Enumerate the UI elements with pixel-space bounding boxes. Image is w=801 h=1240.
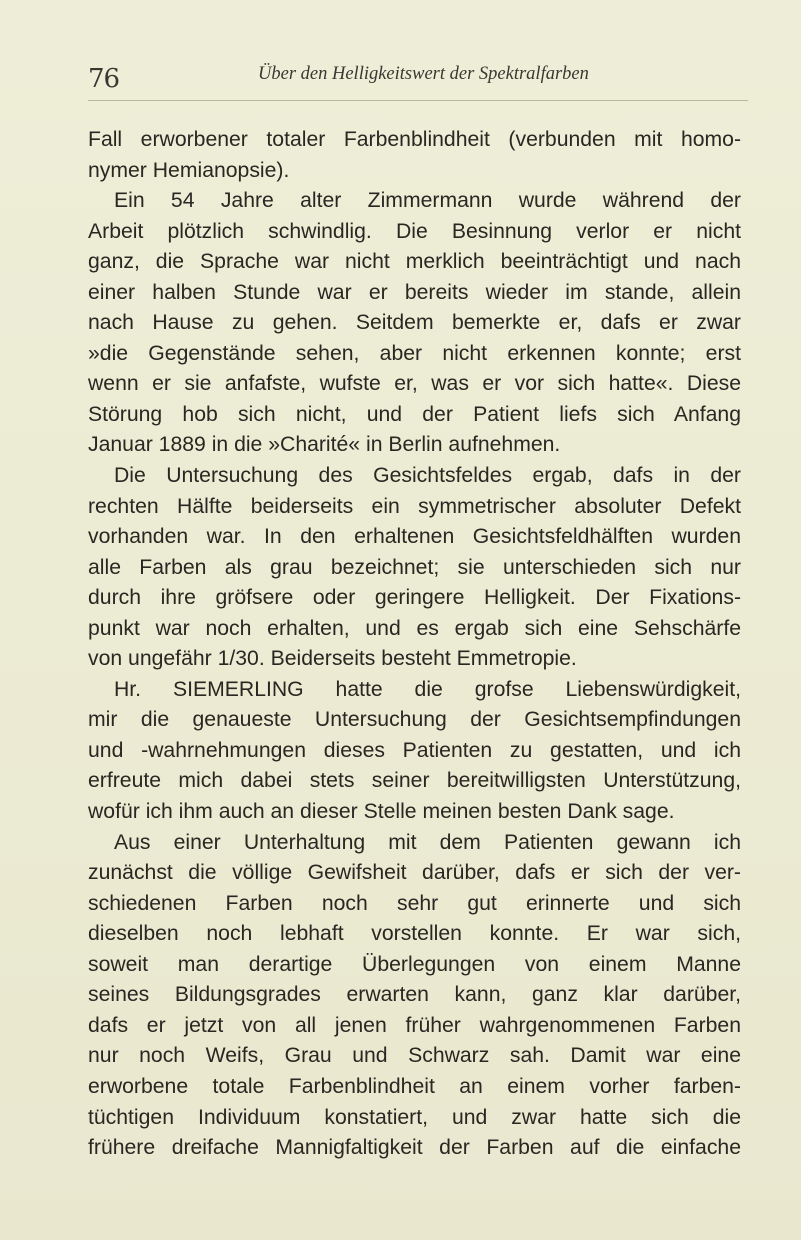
text-line: Aus einer Unterhaltung mit dem Patienten gewann ich [114, 830, 741, 854]
text-line: tüchtigen Individuum konstatiert, und zwar hatte sich die [88, 1105, 741, 1129]
text-line: rechten Hälfte beiderseits ein symmetrischer absoluter Defekt [88, 494, 741, 518]
text-line: nymer Hemianopsie). [88, 158, 290, 182]
body-text [88, 125, 741, 1164]
text-line: alle Farben als grau bezeichnet; sie unterschieden sich nur [88, 555, 741, 579]
text-line: wenn er sie anfafste, wufste er, was er vor sich hatte«. Diese [88, 372, 741, 396]
page-header [88, 60, 728, 94]
running-head: Über den Helligkeitswert der Spektralfarben [258, 64, 589, 84]
text-line: wofür ich ihm auch an dieser Stelle meinen besten Dank sage. [88, 800, 675, 824]
text-line: vorhanden war. In den erhaltenen Gesichtsfeldhälften wurden [88, 525, 741, 549]
text-line: durch ihre gröfsere oder geringere Helligkeit. Der Fixations- [88, 586, 741, 610]
text-line: schiedenen Farben noch sehr gut erinnerte und sich [88, 891, 741, 915]
text-line: nur noch Weifs, Grau und Schwarz sah. Damit war eine [88, 1044, 741, 1068]
text-line: seines Bildungsgrades erwarten kann, ganz klar darüber, [88, 983, 741, 1007]
text-line: »die Gegenstände sehen, aber nicht erkennen konnte; erst [88, 341, 741, 365]
text-line: Hr. SIEMERLING hatte die grofse Liebenswürdigkeit, [114, 677, 741, 701]
text-line: Die Untersuchung des Gesichtsfeldes ergab, dafs in der [114, 464, 741, 488]
text-line: punkt war noch erhalten, und es ergab sich eine Sehschärfe [88, 616, 741, 640]
header-rule [88, 100, 748, 101]
page-number: 76 [88, 64, 120, 94]
text-line: Arbeit plötzlich schwindlig. Die Besinnung verlor er nicht [88, 219, 741, 243]
text-line: ganz, die Sprache war nicht merklich beeinträchtigt und nach [88, 250, 741, 274]
text-line: Fall erworbener totaler Farbenblindheit (verbunden mit homo- [88, 128, 741, 151]
text-line: mir die genaueste Untersuchung der Gesichtsempfindungen [88, 708, 741, 732]
text-line: nach Hause zu gehen. Seitdem bemerkte er, dafs er zwar [88, 311, 741, 335]
text-line: soweit man derartige Überlegungen von einem Manne [88, 952, 741, 976]
text-line: von ungefähr 1/30. Beiderseits besteht Emmetropie. [88, 647, 577, 671]
text-line: und -wahrnehmungen dieses Patienten zu gestatten, und ich [88, 738, 741, 762]
text-line: frühere dreifache Mannigfaltigkeit der Farben auf die einfache [88, 1136, 741, 1160]
text-line: erworbene totale Farbenblindheit an einem vorher farben- [88, 1074, 741, 1098]
text-line: zunächst die völlige Gewifsheit darüber, dafs er sich der ver- [88, 861, 741, 885]
text-line: Januar 1889 in die »Charité« in Berlin aufnehmen. [88, 433, 561, 457]
text-line: erfreute mich dabei stets seiner bereitwilligsten Unterstützung, [88, 769, 741, 793]
text-line: einer halben Stunde war er bereits wieder im stande, allein [88, 280, 741, 304]
text-line: dafs er jetzt von all jenen früher wahrgenommenen Farben [88, 1013, 741, 1037]
text-line: Ein 54 Jahre alter Zimmermann wurde während der [114, 189, 741, 213]
text-line: dieselben noch lebhaft vorstellen konnte. Er war sich, [88, 922, 741, 946]
text-line: Störung hob sich nicht, und der Patient liefs sich Anfang [88, 402, 741, 426]
